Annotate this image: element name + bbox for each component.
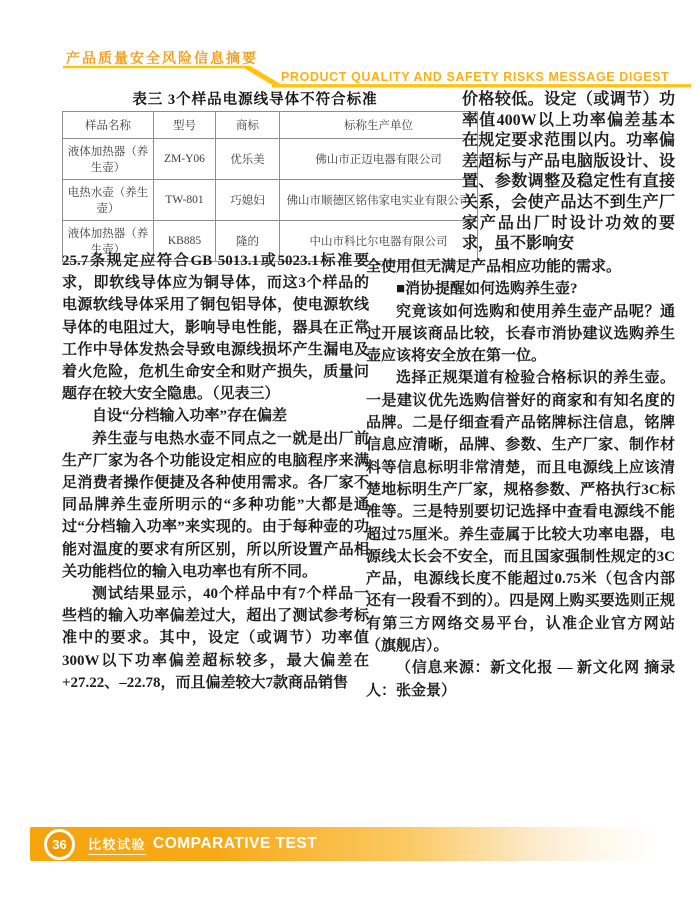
col-header-brand: 商标 xyxy=(216,112,280,139)
cell-manufacturer: 佛山市正迈电器有限公司 xyxy=(280,139,478,180)
source-note: （信息来源：新文化报 — 新文化网 摘录人：张金景） xyxy=(366,660,675,699)
paragraph: 价格较低。设定（或调节）功率值400W以上功率偏差基本在规定要求范围以内。功率偏差超标与产品电脑版设计、设置、参数调整及稳定性有直接关系，会使产品达不到生产厂家产品出厂时设计功效的要求，虽不影响安 xyxy=(462,91,675,253)
cell-brand: 巧媳妇 xyxy=(216,180,280,221)
paragraph: 25.7条规定应符合GB 5013.1或5023.1标准要求，即软线导体应为铜导体，而这3个样品的电源软线导体采用了铜包铝导体，使电源软线导体的电阻过大，影响导电性能，器具在正常工作中导体发热会导致电源线损坏产生漏电及着火危险，危机生命安全和财产损失，质量问题存在较大安全隐患。（见表三） xyxy=(62,253,369,403)
col-header-sample-name: 样品名称 xyxy=(63,112,154,139)
col-header-manufacturer: 标称生产单位 xyxy=(280,112,478,139)
sample-table xyxy=(62,111,478,262)
header-title-cn: 产品质量安全风险信息摘要 xyxy=(66,50,258,66)
right-column xyxy=(366,256,675,702)
paragraph: 全使用但无满足产品相应功能的需求。 xyxy=(366,259,622,275)
footer-label-en: COMPARATIVE TEST xyxy=(153,835,318,852)
cell-manufacturer: 佛山市顺德区铭伟家电实业有限公司 xyxy=(280,180,478,221)
paragraph: 选择正规渠道有检验合格标识的养生壶。一是建议优先选购信誉好的商家和有知名度的品牌。二是仔细查看产品铭牌标注信息，铭牌信息应清晰，品牌、参数、生产厂家、制作材料等信息标明非常清楚，而且电源线上应该清楚地标明生产厂家，规格参数、严格执行3C标准等。三是特别要切记选择中查看电源线不能超过75厘米。养生壶属于比较大功率电器，电源线太长会不安全，而且国家强制性规定的3C产品，电源线长度不能超过0.75米（包含内部还有一段看不到的）。四是网上购买要选则正规有第三方网络交易平台，认准企业官方网站（旗舰店）。 xyxy=(366,370,675,655)
table-row xyxy=(63,139,478,180)
cell-model: TW-801 xyxy=(154,180,216,221)
footer-label-cn: 比较试验 xyxy=(88,834,146,855)
paragraph: 究竟该如何选购和使用养生壶产品呢？通过开展该商品比较，长春市消协建议选购养生壶应该将安全放在第一位。 xyxy=(366,303,675,365)
table-header-row xyxy=(63,112,478,139)
section-heading: ■消协提醒如何选购养生壶? xyxy=(396,281,578,298)
cell-model: ZM-Y06 xyxy=(154,139,216,180)
paragraph: 养生壶与电热水壶不同点之一就是出厂前生产厂家为各个功能设定相应的电脑程序来满足消费者操作便捷及各种使用需求。各厂家不同品牌养生壶所明示的“多种功能”大都是通过“分档输入功率”来实现的。由于每种壶的功能对温度的要求有所区别，所以所设置产品相关功能档位的输入电功率也有所不同。 xyxy=(62,430,369,580)
cell-brand: 优乐美 xyxy=(216,139,280,180)
col-header-model: 型号 xyxy=(154,112,216,139)
footer-bar xyxy=(30,827,658,861)
cell-sample-name: 液体加热器（养生壶） xyxy=(63,221,154,262)
table-caption: 表三 3个样品电源线导体不符合标准 xyxy=(132,92,378,108)
table-row xyxy=(63,180,478,221)
section-heading: 自设“分档输入功率”存在偏差 xyxy=(92,408,288,425)
paragraph: 测试结果显示，40个样品中有7个样品一些档的输入功率偏差过大，超出了测试参考标准中的要求。其中，设定（或调节）功率值300W以下功率偏差超标较多，最大偏差在+27.22、–22.78，而且偏差较大7款商品销售 xyxy=(62,586,369,691)
cell-manufacturer: 中山市科比尔电器有限公司 xyxy=(280,221,478,262)
right-column-narrow xyxy=(462,90,675,255)
cell-sample-name: 电热水壶（养生壶） xyxy=(63,180,154,221)
cell-brand: 隆的 xyxy=(216,221,280,262)
cell-sample-name: 液体加热器（养生壶） xyxy=(63,139,154,180)
page-number-badge: 36 xyxy=(44,829,75,860)
left-column xyxy=(62,250,369,694)
header-title-en: PRODUCT QUALITY AND SAFETY RISKS MESSAGE DIGEST xyxy=(281,70,670,84)
cell-model: KB885 xyxy=(154,221,216,262)
